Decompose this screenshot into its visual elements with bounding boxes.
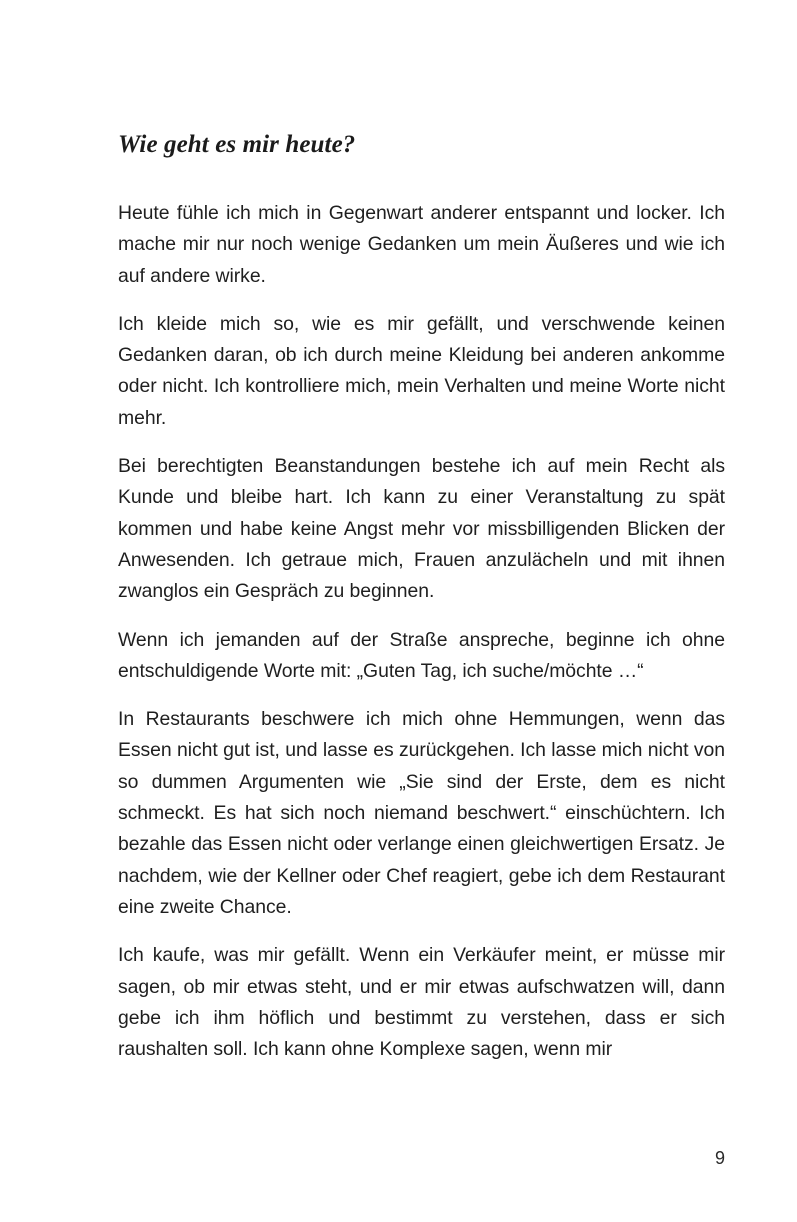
body-paragraph: Wenn ich jemanden auf der Straße anspreche, beginne ich ohne entschuldigende Worte mit: „Guten Tag, ich suche/möchte …“ (118, 628, 725, 682)
text-column (118, 130, 725, 1065)
body-paragraph: In Restaurants beschwere ich mich ohne Hemmungen, wenn das Essen nicht gut ist, und lasse es zurückgehen. Ich lasse mich nicht von so dummen Argumenten wie „Sie sind der Erste, dem es nicht schmeckt. Es hat sich noch niemand beschwert.“ einschüchtern. Ich bezahle das Essen nicht oder verlange einen gleichwertigen Ersatz. Je nachdem, wie der Kellner oder Chef reagiert, gebe ich dem Restaurant eine zweite Chance. (118, 708, 725, 918)
body-paragraph: Ich kaufe, was mir gefällt. Wenn ein Verkäufer meint, er müsse mir sagen, ob mir etwas steht, und er mir etwas aufschwatzen will, dann gebe ich ihm höflich und bestimmt zu verstehen, dass er sich raushalten soll. Ich kann ohne Komplexe sagen, wenn mir (118, 944, 725, 1061)
page-number: 9 (714, 1148, 725, 1168)
body-paragraph: Ich kleide mich so, wie es mir gefällt, und verschwende keinen Gedanken daran, ob ich durch meine Kleidung bei anderen ankomme oder nicht. Ich kontrolliere mich, mein Verhalten und meine Worte nicht mehr. (118, 312, 725, 429)
body-paragraph: Bei berechtigten Beanstandungen bestehe ich auf mein Recht als Kunde und bleibe hart. Ich kann zu einer Veranstaltung zu spät kommen und habe keine Angst mehr vor missbilligenden Blicken der Anwesenden. Ich getraue mich, Frauen anzulächeln und mit ihnen zwanglos ein Gespräch zu beginnen. (118, 455, 725, 603)
body-paragraph: Heute fühle ich mich in Gegenwart anderer entspannt und locker. Ich mache mir nur noch wenige Gedanken um mein Äußeres und wie ich auf andere wirke. (118, 202, 725, 287)
page-title: Wie geht es mir heute? (118, 131, 356, 158)
